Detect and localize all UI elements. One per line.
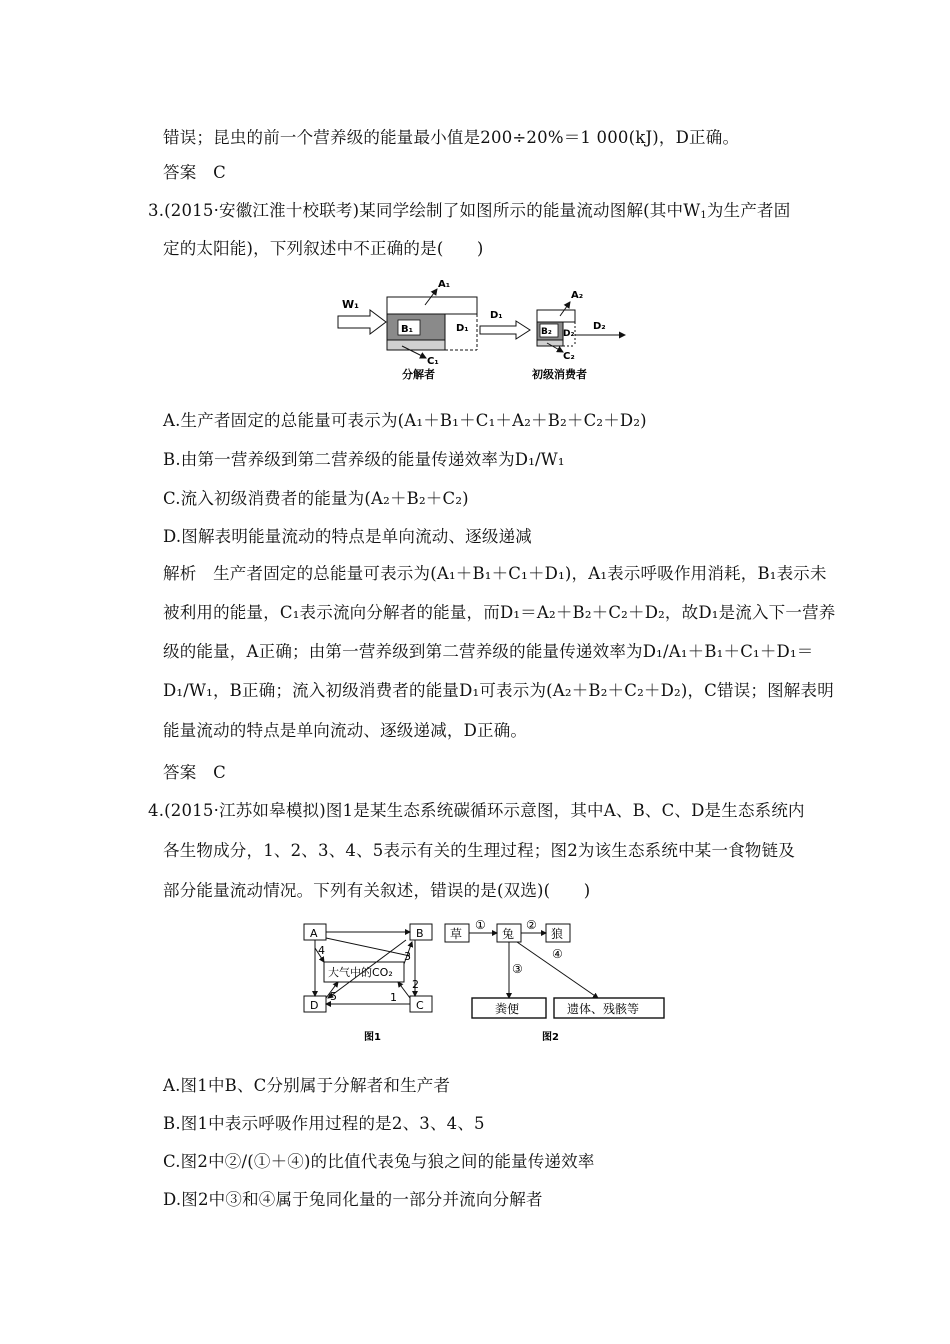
figure-2-caption: 图2 [542, 1032, 559, 1043]
energy-flow-figure [330, 272, 630, 384]
w1-arrow [338, 310, 386, 334]
q3-option-c: C.流入初级消费者的能量为(A₂＋B₂＋C₂) [163, 489, 469, 508]
label-3: 3 [404, 950, 411, 963]
d2-label: D₂ [593, 321, 606, 332]
explanation-line: 能量流动的特点是单向流动、逐级递减，D正确。 [163, 721, 528, 740]
rabbit-label: 兔 [502, 927, 515, 941]
explanation-line: 解析 生产者固定的总能量可表示为(A₁＋B₁＋C₁＋D₁)，A₁表示呼吸作用消耗，B₁表示未 [163, 564, 827, 583]
producer-box-bottom [387, 340, 445, 350]
text-line: 错误；昆虫的前一个营养级的能量最小值是200÷20%＝1 000(kJ)，D正确。 [163, 128, 740, 147]
question-4-stem-cont: 各生物成分，1、2、3、4、5表示有关的生理过程；图2为该生态系统中某一食物链及 [163, 841, 795, 860]
question-4-stem-cont: 部分能量流动情况。下列有关叙述，错误的是(双选)( ) [163, 881, 591, 900]
d1-arrow [480, 321, 530, 339]
consumer-box-top [537, 310, 575, 322]
remains-label: 遗体、残骸等 [567, 1002, 640, 1016]
circle-2: ② [526, 918, 537, 932]
d1-inner-label: D₁ [456, 323, 469, 334]
node-d-label: D [310, 999, 319, 1012]
label-1: 1 [390, 991, 397, 1004]
co2-label: 大气中的CO₂ [328, 966, 393, 979]
q3-option-d: D.图解表明能量流动的特点是单向流动、逐级递减 [163, 527, 532, 546]
q3-option-a: A.生产者固定的总能量可表示为(A₁＋B₁＋C₁＋A₂＋B₂＋C₂＋D₂) [163, 411, 647, 430]
food-chain-figure [442, 918, 672, 1048]
d2-inner-label: D₂ [563, 329, 575, 339]
label-2: 2 [412, 978, 419, 991]
q4-option-c: C.图2中②/(①＋④)的比值代表兔与狼之间的能量传递效率 [163, 1152, 595, 1171]
answer-line: 答案 C [163, 763, 226, 782]
circle-1: ① [475, 918, 486, 932]
producer-box-top [387, 297, 477, 314]
c2-label: C₂ [563, 351, 575, 362]
q4-option-a: A.图1中B、C分别属于分解者和生产者 [163, 1076, 451, 1095]
circle-3: ③ [512, 962, 523, 976]
question-4-stem: 4.(2015·江苏如皋模拟)图1是某生态系统碳循环示意图，其中A、B、C、D是生态系统内 [148, 801, 805, 820]
node-b-label: B [416, 927, 424, 940]
question-3-stem-cont: 定的太阳能)，下列叙述中不正确的是( ) [163, 239, 484, 258]
grass-label: 草 [450, 927, 463, 941]
w1-label: W₁ [342, 298, 359, 311]
node-a-label: A [310, 927, 318, 940]
b1-label: B₁ [401, 324, 414, 335]
q4-option-d: D.图2中③和④属于兔同化量的一部分并流向分解者 [163, 1190, 543, 1209]
circle-4: ④ [552, 947, 563, 961]
label-5: 5 [330, 990, 337, 1003]
figure-1-caption: 图1 [364, 1032, 381, 1043]
explanation-line: 被利用的能量，C₁表示流向分解者的能量，而D₁＝A₂＋B₂＋C₂＋D₂，故D₁是流入下一营养 [163, 603, 836, 622]
b2-label: B₂ [541, 327, 552, 337]
question-3-stem [148, 201, 790, 226]
q3-option-b: B.由第一营养级到第二营养级的能量传递效率为D₁/W₁ [163, 450, 565, 469]
wolf-label: 狼 [551, 927, 564, 941]
label-4: 4 [318, 944, 325, 957]
q4-option-b: B.图1中表示呼吸作用过程的是2、3、4、5 [163, 1114, 485, 1133]
feces-label: 粪便 [495, 1002, 520, 1016]
c1-label: C₁ [427, 356, 439, 367]
a1-label: A₁ [438, 279, 451, 290]
explanation-line: D₁/W₁，B正确；流入初级消费者的能量D₁可表示为(A₂＋B₂＋C₂＋D₂)，C错误；图解表明 [163, 681, 834, 700]
decomposer-label: 分解者 [402, 368, 435, 381]
carbon-cycle-figure [298, 918, 438, 1048]
a2-label: A₂ [571, 290, 584, 301]
consumer-label: 初级消费者 [532, 368, 587, 381]
answer-line: 答案 C [163, 163, 226, 182]
node-c-label: C [416, 999, 424, 1012]
d1-label: D₁ [490, 310, 503, 321]
q3-stem-part: 3.(2015·安徽江淮十校联考)某同学绘制了如图所示的能量流动图解(其中W [148, 201, 701, 220]
explanation-line: 级的能量，A正确；由第一营养级到第二营养级的能量传递效率为D₁/A₁＋B₁＋C₁＋D₁＝ [163, 642, 814, 661]
q3-stem-tail: 为生产者固 [706, 201, 791, 220]
q3-stem-sub: 1 [700, 210, 707, 221]
